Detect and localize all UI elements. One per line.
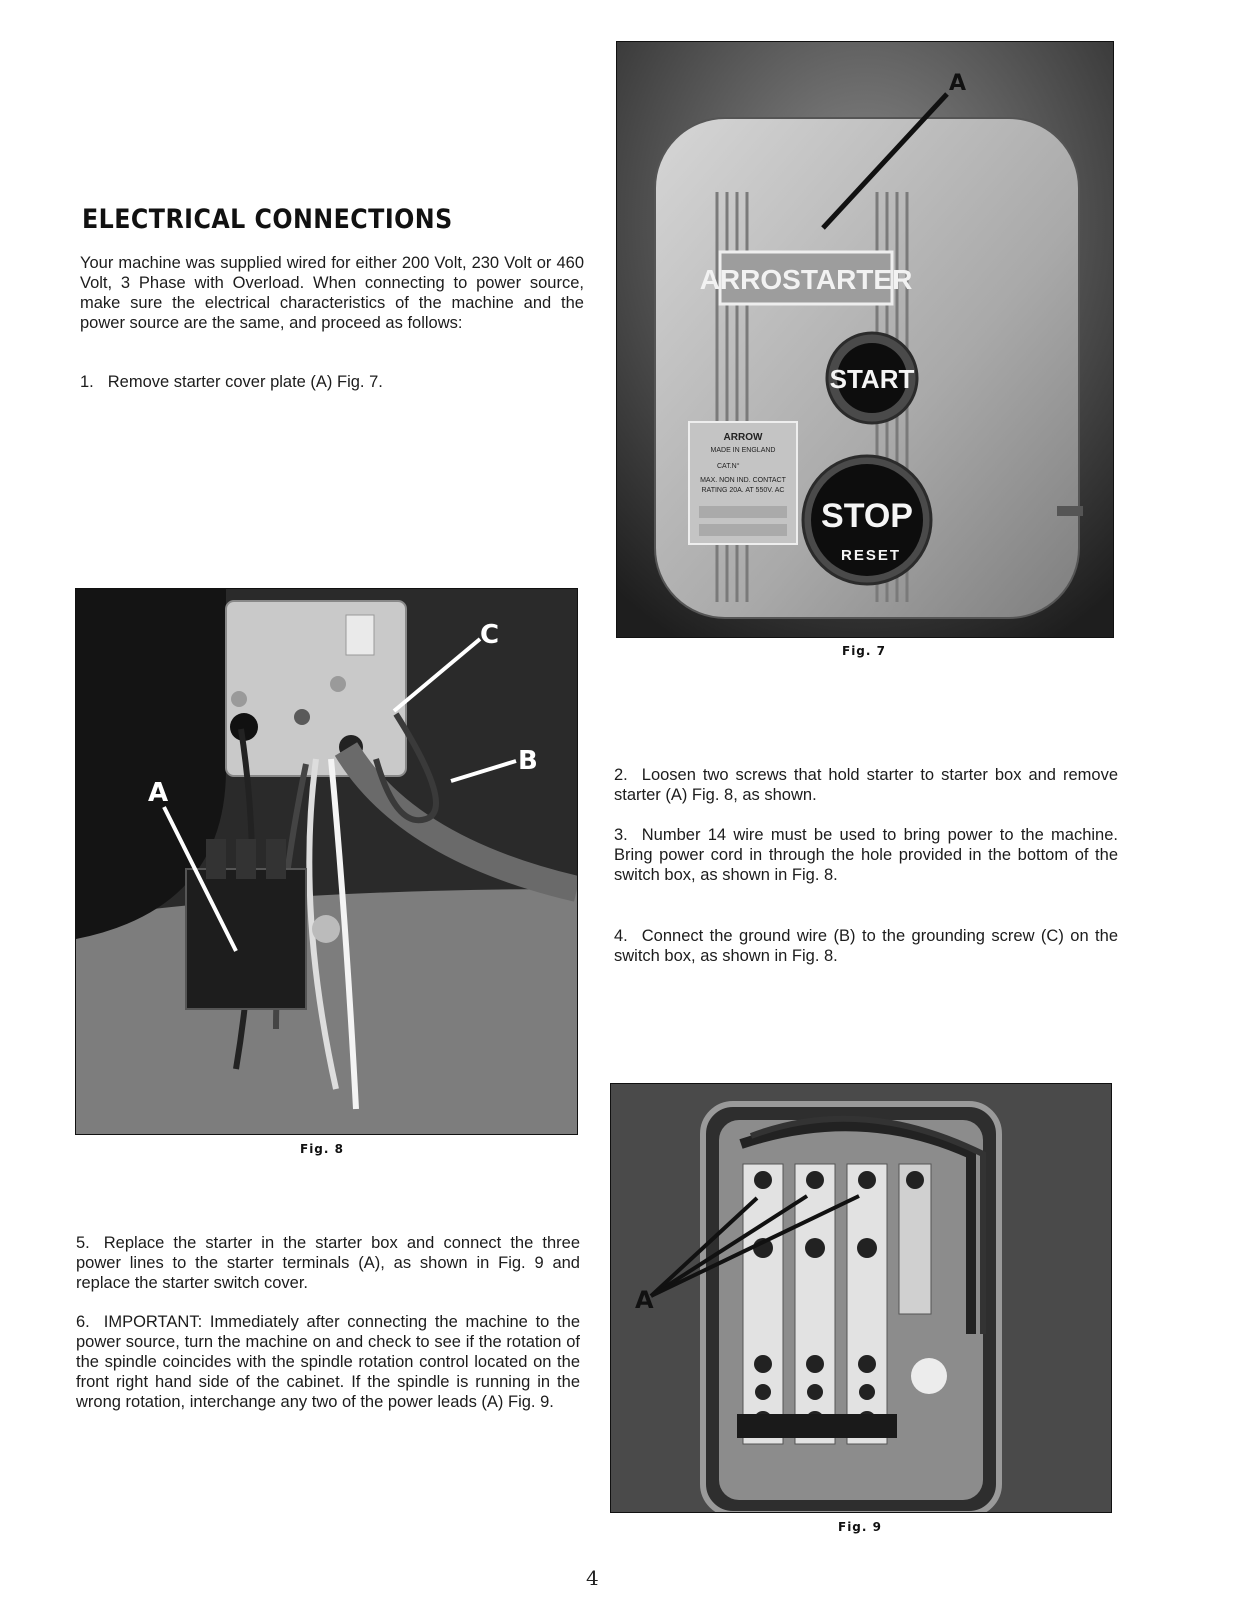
step-number: 3. [614,826,628,844]
step-number: 2. [614,766,628,784]
step-text: IMPORTANT: Immediately after connecting the machine to the power source, turn the machine on and check to see if the rotation of the spindle coincides with the spindle rotation control located on the front right hand side of the cabinet. If the spindle is running in the wrong rotation, interchange any two of the power leads (A) Fig. 9. [76,1313,580,1411]
step-text: Loosen two screws that hold starter to starter box and remove starter (A) Fig. 8, as shown. [614,766,1118,804]
page-number: 4 [586,1566,599,1590]
fig9-photo [610,1083,1112,1513]
step-text: Remove starter cover plate (A) Fig. 7. [107,373,383,391]
fig9-label-a: A [635,1286,654,1314]
fig7-stop-label: STOP [821,497,913,535]
fig7-plate-line: RATING 20A. AT 550V. AC [701,487,785,494]
fig8-photo [75,588,578,1135]
fig7-start-label: START [829,364,915,394]
fig8-label-c: C [480,620,500,650]
fig8-label-a: A [148,778,169,808]
step-2 [614,765,1118,805]
step-number: 4. [614,927,628,945]
fig9-caption: Fig. 9 [838,1520,882,1534]
step-number: 5. [76,1234,90,1252]
fig7-brand: ARROSTARTER [699,264,913,295]
step-number: 1. [80,373,94,391]
step-5 [76,1233,580,1293]
intro-paragraph: Your machine was supplied wired for either 200 Volt, 230 Volt or 460 Volt, 3 Phase with Overload. When connecting to power source, make sure the electrical characteristics of the machine and the power source are the same, and proceed as follows: [80,254,584,332]
step-3 [614,825,1118,885]
fig7-reset-label: RESET [840,547,902,564]
step-6 [76,1312,580,1412]
fig7-plate-line: CAT.N° [717,463,740,470]
fig8-caption: Fig. 8 [300,1142,344,1156]
fig7-plate-line: ARROW [723,432,763,443]
page-title: ELECTRICAL CONNECTIONS [82,204,453,235]
fig9-illustration [611,1084,1111,1512]
step-4 [614,926,1118,966]
step-1 [80,372,584,392]
fig7-plate-line: MADE IN ENGLAND [710,447,776,454]
fig7-label-a: A [949,71,967,96]
step-text: Replace the starter in the starter box and connect the three power lines to the starter terminals (A), as shown in Fig. 9 and replace the starter switch cover. [76,1234,580,1292]
fig7-plate-line: MAX. NON IND. CONTACT [700,477,786,484]
step-text: Number 14 wire must be used to bring power to the machine. Bring power cord in through the hole provided in the bottom of the switch box, as shown in Fig. 8. [614,826,1118,884]
fig8-label-b: B [518,746,538,776]
fig7-caption: Fig. 7 [842,644,886,658]
fig7-illustration [617,42,1113,637]
step-text: Connect the ground wire (B) to the grounding screw (C) on the switch box, as shown in Fig. 8. [614,927,1118,965]
fig8-illustration [76,589,577,1134]
step-number: 6. [76,1313,90,1331]
fig7-photo [616,41,1114,638]
